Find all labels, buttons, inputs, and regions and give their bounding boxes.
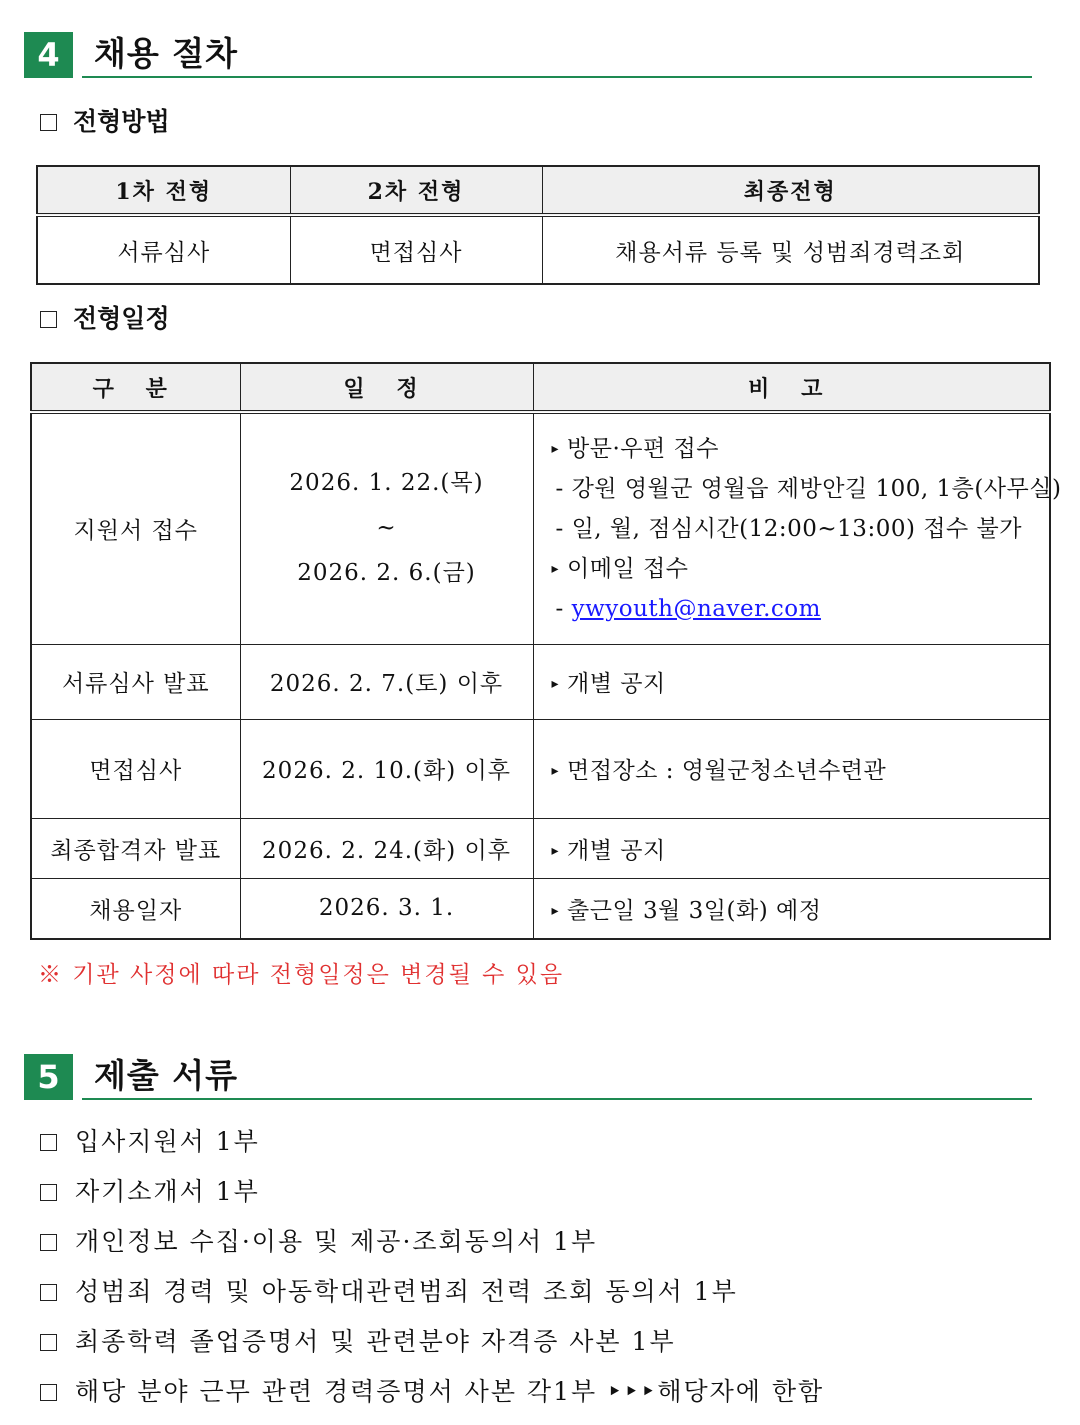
- method-table: [36, 165, 1040, 285]
- table-row: [37, 215, 1039, 284]
- checkbox-icon: [40, 1384, 57, 1401]
- checkbox-icon: [40, 1284, 57, 1301]
- list-item-text: 해당 분야 근무 관련 경력증명서 사본 각1부 ‣‣‣해당자에 한함: [75, 1377, 825, 1406]
- note-text: 방문·우편 접수: [567, 435, 719, 462]
- dash-bullet: -: [555, 515, 564, 542]
- note-text: 개별 공지: [567, 837, 666, 864]
- date-cell: [240, 412, 533, 644]
- dash-bullet: -: [555, 475, 564, 502]
- note-text: 이메일 접수: [567, 555, 689, 582]
- email-link[interactable]: ywyouth@naver.com: [571, 595, 821, 622]
- table-row: [31, 719, 1050, 818]
- note-cell: [533, 878, 1050, 939]
- note-text: 출근일 3월 3일(화) 예정: [567, 897, 822, 924]
- table-cell: 서류심사: [37, 215, 290, 284]
- list-item: [40, 1317, 824, 1367]
- method-heading-label: 전형방법: [73, 107, 170, 136]
- triangle-bullet-icon: ▸: [551, 902, 560, 919]
- checkbox-icon: [40, 114, 57, 131]
- note-cell: [533, 412, 1062, 644]
- list-item-text: 입사지원서 1부: [75, 1127, 260, 1156]
- table-row: [31, 818, 1050, 878]
- note-text: 개별 공지: [567, 671, 666, 697]
- date-separator: ~: [376, 515, 397, 542]
- list-item: [40, 1267, 824, 1317]
- section-4-header: [24, 32, 1032, 78]
- list-item: [40, 1217, 824, 1267]
- table-row: [31, 412, 1050, 644]
- dash-bullet: -: [555, 595, 564, 622]
- note-line: [552, 469, 1062, 509]
- note-line: [552, 509, 1050, 549]
- note-line: [552, 549, 1050, 589]
- table-header: 2차 전형: [290, 166, 542, 215]
- list-item-text: 성범죄 경력 및 아동학대관련범죄 전력 조회 동의서 1부: [75, 1277, 738, 1306]
- note-line: [552, 589, 1050, 629]
- list-item-text: 자기소개서 1부: [75, 1177, 260, 1206]
- category-cell: 채용일자: [31, 878, 240, 939]
- table-row: [31, 878, 1050, 939]
- table-cell: 채용서류 등록 및 성범죄경력조회: [542, 215, 1039, 284]
- table-row: [31, 644, 1050, 719]
- triangle-bullet-icon: ▸: [551, 560, 560, 577]
- section-5-header: [24, 1054, 1032, 1100]
- list-item-text: 개인정보 수집·이용 및 제공·조회동의서 1부: [75, 1227, 598, 1256]
- section-number: 5: [24, 1054, 73, 1100]
- table-header: 최종전형: [542, 166, 1039, 215]
- note-cell: [533, 818, 1050, 878]
- triangle-bullet-icon: ▸: [551, 763, 560, 779]
- list-item: [40, 1117, 824, 1167]
- section-number: 4: [24, 32, 73, 78]
- date-cell: 2026. 2. 10.(화) 이후: [240, 719, 533, 818]
- triangle-bullet-icon: ▸: [551, 440, 560, 457]
- date-start: 2026. 1. 22.(목): [289, 470, 484, 497]
- table-header: 1차 전형: [37, 166, 290, 215]
- checkbox-icon: [40, 1134, 57, 1151]
- table-header: 구 분: [31, 363, 240, 412]
- table-cell: 면접심사: [290, 215, 542, 284]
- triangle-bullet-icon: ▸: [551, 676, 560, 692]
- schedule-heading: [40, 303, 170, 335]
- note-cell: [533, 719, 1050, 818]
- table-header-row: [31, 363, 1050, 412]
- category-cell: 서류심사 발표: [31, 644, 240, 719]
- triangle-bullet-icon: ▸: [551, 842, 560, 859]
- note-cell: [533, 644, 1050, 719]
- section-underline: [82, 76, 1032, 78]
- checkbox-icon: [40, 1334, 57, 1351]
- note-line: [552, 429, 1050, 469]
- category-cell: 면접심사: [31, 719, 240, 818]
- note-text: 일, 월, 점심시간(12:00~13:00) 접수 불가: [571, 515, 1022, 542]
- date-end: 2026. 2. 6.(금): [297, 560, 476, 587]
- caution-note: ※ 기관 사정에 따라 전형일정은 변경될 수 있음: [38, 962, 565, 988]
- schedule-table: [30, 362, 1062, 940]
- method-heading: [40, 106, 170, 138]
- date-cell: 2026. 2. 7.(토) 이후: [240, 644, 533, 719]
- schedule-heading-label: 전형일정: [73, 304, 170, 333]
- date-cell: 2026. 3. 1.: [240, 878, 533, 939]
- table-header: 일 정: [240, 363, 533, 412]
- checkbox-icon: [40, 311, 57, 328]
- table-header-row: [37, 166, 1039, 215]
- list-item: [40, 1167, 824, 1217]
- list-item: [40, 1367, 824, 1417]
- category-cell: 지원서 접수: [31, 412, 240, 644]
- document-list: [40, 1117, 824, 1417]
- list-item-text: 최종학력 졸업증명서 및 관련분야 자격증 사본 1부: [75, 1327, 676, 1356]
- date-cell: 2026. 2. 24.(화) 이후: [240, 818, 533, 878]
- section-title: 제출 서류: [94, 1056, 239, 1095]
- section-title: 채용 절차: [94, 34, 239, 73]
- checkbox-icon: [40, 1184, 57, 1201]
- note-text: 강원 영월군 영월읍 제방안길 100, 1층(사무실): [571, 475, 1062, 502]
- category-cell: 최종합격자 발표: [31, 818, 240, 878]
- section-underline: [82, 1098, 1032, 1100]
- note-text: 면접장소 : 영월군청소년수련관: [567, 758, 887, 784]
- checkbox-icon: [40, 1234, 57, 1251]
- table-header: 비 고: [533, 363, 1050, 412]
